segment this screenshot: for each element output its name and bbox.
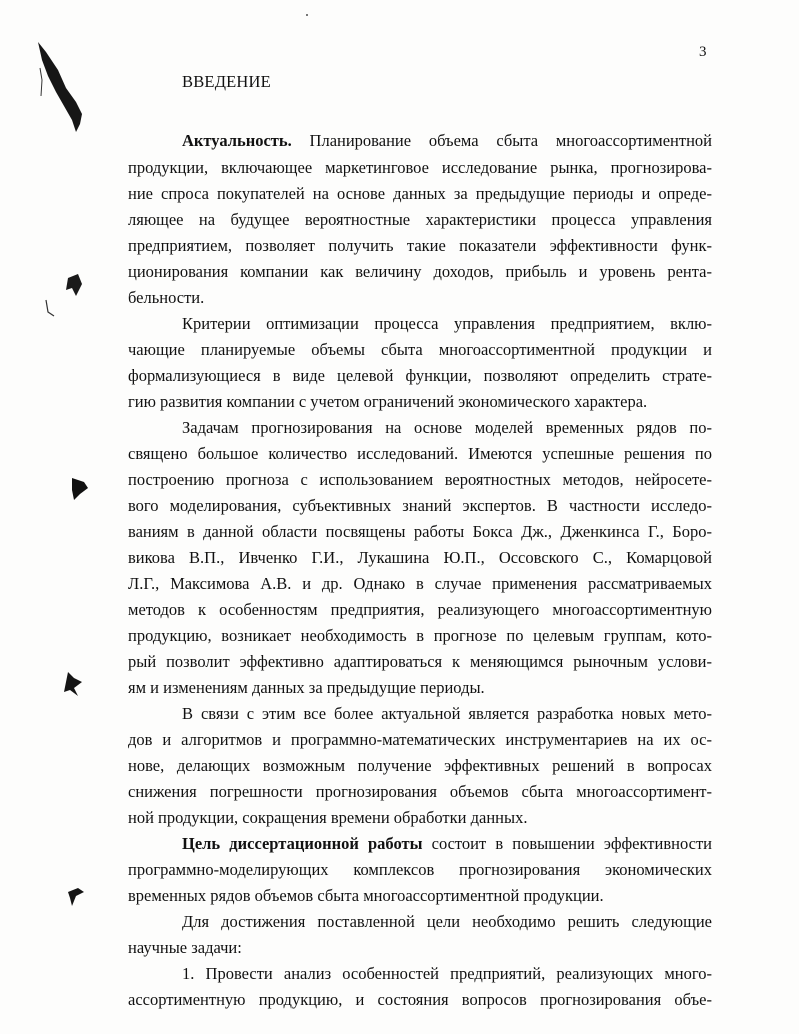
text-line: ваниям в данной области посвящены работы Бокса Дж., Дженкинса Г., Боро- [128,522,712,541]
text-line: Задачам прогнозирования на основе моделей временных рядов по- [182,418,712,437]
bold-term-actuality: Актуальность. [182,131,292,150]
text-line: снижения погрешности прогнозирования объемов сбыта многоассортимент- [128,782,712,801]
text-line: ной продукции, сокращения времени обработки данных. [128,808,528,827]
text-line: ям и изменениям данных за предыдущие периоды. [128,678,485,697]
text-line: Для достижения поставленной цели необходимо решить следующие [182,912,712,931]
scan-blot-top [36,40,96,140]
scan-blot-3 [64,472,94,506]
text-line: временных рядов объемов сбыта многоассортиментной продукции. [128,886,604,905]
section-heading: ВВЕДЕНИЕ [182,72,271,91]
text-line: Критерии оптимизации процесса управления предприятием, вклю- [182,314,712,333]
text-line: ционирования компании как величину доходов, прибыль и уровень рента- [128,262,712,281]
text-line: продукции, включающее маркетинговое исследование рынка, прогнозирова- [128,158,712,177]
text-line: программно-моделирующих комплексов прогнозирования экономических [128,860,712,879]
scan-blot-2 [42,298,72,332]
text-line: 1. Провести анализ особенностей предприятий, реализующих много- [182,964,712,983]
text-line: гию развития компании с учетом ограничений экономического характера. [128,392,648,411]
text-line: Л.Г., Максимова А.В. и др. Однако в случае применения рассматриваемых [128,574,712,593]
text-line: нове, делающих возможным получение эффективных решений в вопросах [128,756,712,775]
page-number: 3 [699,44,707,60]
text-line: ляющее на будущее вероятностные характеристики процесса управления [128,210,712,229]
text-line: предприятием, позволяет получить такие показатели эффективности функ- [128,236,712,255]
text-line: рый позволит эффективно адаптироваться к меняющимся рыночным услови- [128,652,712,671]
text-line: В связи с этим все более актуальной является разработка новых мето- [182,704,712,723]
text-line: формализующиеся в виде целевой функции, позволяют определить страте- [128,366,712,385]
text-line: продукцию, возникает необходимость в прогнозе по целевым группам, кото- [128,626,712,645]
text-line: ние спроса покупателей на основе данных за предыдущие периоды и опреде- [128,184,712,203]
text-line: викова В.П., Ивченко Г.И., Лукашина Ю.П., Оссовского С., Комарцовой [128,548,712,567]
text-line: научные задачи: [128,938,242,957]
text-line: чающие планируемые объемы сбыта многоассортиментной продукции и [128,340,712,359]
text-line: методов к особенностям предприятия, реализующего многоассортиментную [128,600,712,619]
text-line: построению прогноза с использованием вероятностных методов, нейросете- [128,470,712,489]
bold-term-goal: Цель диссертационной работы [182,834,423,853]
scan-blot-5 [60,884,90,918]
text-line: священо большое количество исследований. Имеются успешные решения по [128,444,712,463]
text-line: дов и алгоритмов и программно-математических инструментариев на их ос- [128,730,712,749]
text-line: Цель диссертационной работы состоит в повышении эффективности [182,834,712,853]
text-line: Актуальность. Планирование объема сбыта многоассортиментной [182,131,712,150]
scan-blot-4 [58,668,88,702]
scan-speck [306,14,308,16]
text-line: вого моделирования, субъективных знаний экспертов. В частности исследо- [128,496,712,515]
text-line: бельности. [128,288,205,307]
text-line: ассортиментную продукцию, и состояния вопросов прогнозирования объе- [128,990,712,1009]
